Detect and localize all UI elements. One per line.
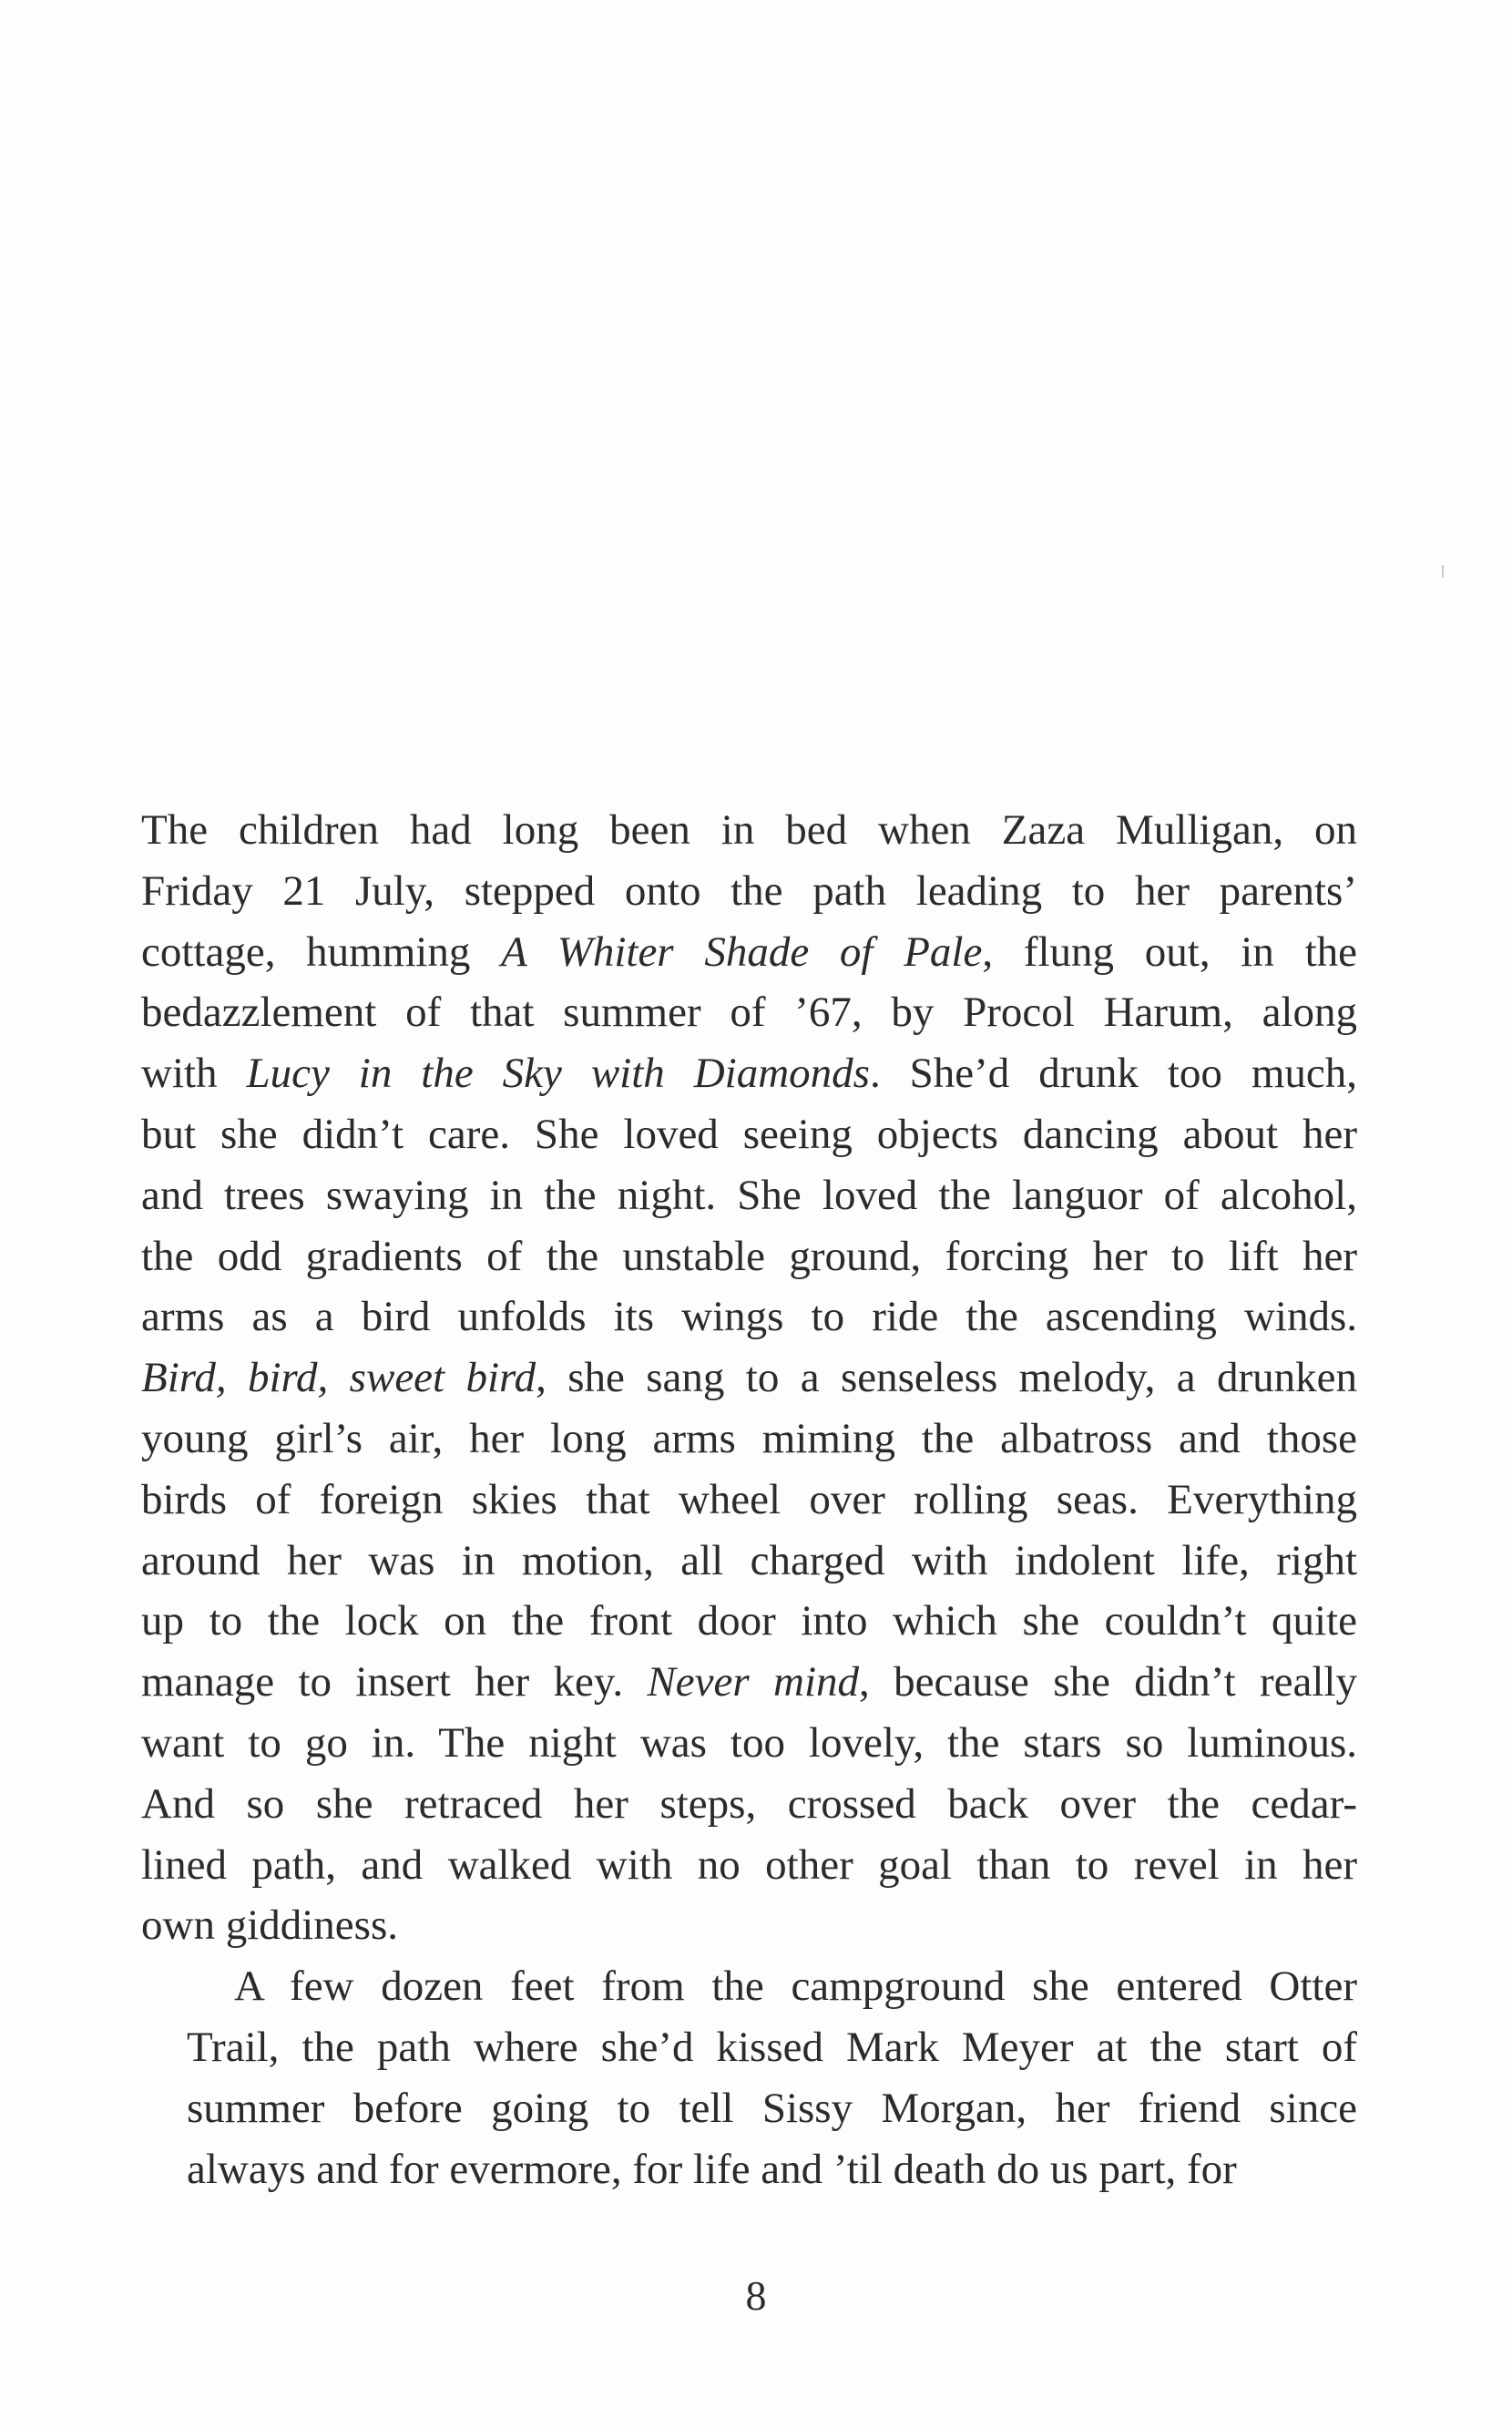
text-line (141, 1835, 1357, 1896)
text-run: The children had long been in bed when Zaza Mulligan, on (141, 806, 1357, 854)
text-run: own giddiness. (141, 1901, 398, 1950)
text-run: lined path, and walked with no other goal than to revel in her (141, 1840, 1357, 1889)
text-run: and trees swaying in the night. She loved the languor of alcohol, (141, 1171, 1357, 1219)
text-line (141, 1104, 1357, 1165)
italic-text: Never mind (647, 1658, 860, 1706)
text-line (141, 1713, 1357, 1774)
text-run: , she sang to a senseless melody, a drunken (536, 1354, 1357, 1402)
body-text (141, 800, 1357, 2199)
text-line (141, 1591, 1357, 1652)
text-run: want to go in. The night was too lovely, the stars so luminous. (141, 1718, 1357, 1767)
text-run: bedazzlement of that summer of ’67, by Procol Harum, along (141, 989, 1357, 1037)
paper-speck (1442, 565, 1444, 578)
text-line (141, 1956, 1357, 2017)
text-line (141, 800, 1357, 861)
text-run: Friday 21 July, stepped onto the path leading to her parents’ (141, 866, 1357, 915)
text-line (141, 1165, 1357, 1226)
text-line (141, 1286, 1357, 1348)
text-run: Trail, the path where she’d kissed Mark Meyer at the start of (187, 2023, 1357, 2071)
italic-text: A Whiter Shade of Pale (501, 928, 983, 976)
text-run: but she didn’t care. She loved seeing objects dancing about her (141, 1110, 1357, 1158)
text-line (141, 1774, 1357, 1835)
text-run: manage to insert her key. (141, 1658, 648, 1706)
text-line (141, 2139, 1357, 2200)
text-line (141, 982, 1357, 1043)
text-run: summer before going to tell Sissy Morgan, her friend since (187, 2084, 1357, 2132)
text-line (141, 1895, 1357, 1956)
italic-text: Bird, bird, sweet bird (141, 1354, 536, 1402)
paragraph (141, 1956, 1357, 2199)
text-run: And so she retraced her steps, crossed back over the cedar- (141, 1779, 1357, 1828)
text-run: always and for evermore, for life and ’til death do us part, for (187, 2145, 1237, 2193)
text-run: A few dozen feet from the campground she entered Otter (234, 1963, 1357, 2011)
text-line (141, 1470, 1357, 1531)
page-number: 8 (745, 2272, 767, 2319)
text-run: cottage, humming (141, 928, 502, 976)
text-line (141, 2078, 1357, 2139)
text-run: birds of foreign skies that wheel over rolling seas. Everything (141, 1475, 1357, 1523)
text-line (141, 1348, 1357, 1409)
paragraph (141, 800, 1357, 1956)
text-line (141, 1043, 1357, 1104)
text-line (141, 2017, 1357, 2078)
text-run: arms as a bird unfolds its wings to ride the ascending winds. (141, 1293, 1357, 1341)
text-run: , because she didn’t really (859, 1658, 1357, 1706)
text-line (141, 861, 1357, 922)
text-line (141, 1531, 1357, 1592)
text-run: , flung out, in the (982, 928, 1358, 976)
text-run: around her was in motion, all charged with indolent life, right (141, 1536, 1357, 1584)
text-line (141, 1652, 1357, 1713)
text-run: . She’d drunk too much, (869, 1050, 1357, 1098)
text-run: young girl’s air, her long arms miming the albatross and those (141, 1414, 1357, 1462)
text-run: the odd gradients of the unstable ground, forcing her to lift her (141, 1232, 1357, 1280)
text-run: up to the lock on the front door into which she couldn’t quite (141, 1597, 1357, 1645)
text-line (141, 1409, 1357, 1470)
text-line (141, 1226, 1357, 1287)
italic-text: Lucy in the Sky with Diamonds (246, 1050, 870, 1098)
text-line (141, 922, 1357, 983)
text-run: with (141, 1050, 247, 1098)
